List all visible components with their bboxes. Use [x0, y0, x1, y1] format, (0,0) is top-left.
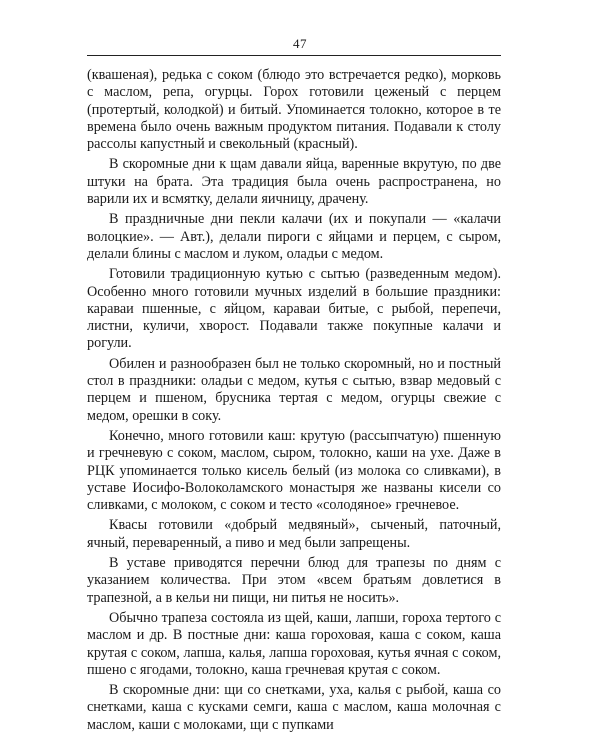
- header-rule: [87, 55, 501, 56]
- paragraph-porridges: Конечно, много готовили каш: крутую (рассыпчатую) пшенную и гречневую с соком, маслом, сыром, толокно, каши на ухе. Даже в РЦК упоминается только кисель белый (из молока со сливками), в уставе Иосифо-Волоколамского монастыря же названы кисели со сливками, с молоком, с соком и тесто «солодяное» гречневое.: [87, 427, 501, 514]
- page-number: 47: [293, 36, 307, 51]
- paragraph-monastery-rule: В уставе приводятся перечни блюд для трапезы по дням с указанием количества. При этом «всем братьям довлетися в трапезной, а в кельи ни пищи, ни питья не носить».: [87, 555, 501, 606]
- paragraph-skoromnye-eggs: В скоромные дни к щам давали яйца, варенные вкрутую, по две штуки на брата. Эта традиция была очень распространена, но варили их и всмятку, делали яичницу, драчену.: [87, 156, 501, 208]
- paragraph-holiday-kalachi: В праздничные дни пекли калачи (их и покупали — «калачи волоцкие». — Авт.), делали пироги с яйцами и перцем, с сыром, делали блины с маслом и луком, оладьи с медом.: [87, 211, 501, 262]
- paragraph-lenten-table: Обилен и разнообразен был не только скоромный, но и постный стол в праздники: оладьи с медом, кутья с сытью, взвар медовый с перцем и пшеном, брусника тертая с медом, огурцы свежие с медом, орешки в соку.: [87, 355, 501, 424]
- paragraph-kutya: Готовили традиционную кутью с сытью (разведенным медом). Особенно много готовили мучных изделий в большие праздники: караваи пшенные, с яйцом, караваи битые, с рыбой, перепечи, листни, куличи, хворост. Подавали также покупные калачи и рогули.: [87, 266, 501, 352]
- paragraph-kvass: Квасы готовили «добрый медвяный», сыченый, паточный, ячный, переваренный, а пиво и мед были запрещены.: [87, 517, 501, 551]
- body-text: [87, 67, 501, 737]
- paragraph-skoromnye-days: В скоромные дни: щи со снетками, уха, калья с рыбой, каша со снетками, каша с кусками семги, каша с маслом, каша молочная с маслом, каши с молоками, щи с пупками: [87, 682, 501, 733]
- paragraph-continuation: (квашеная), редька с соком (блюдо это встречается редко), морковь с маслом, репа, огурцы. Горох готовили цеженый с перцем (протертый, колодкой) и битый. Упоминается толокно, которое в те времена было очень важным продуктом питания. Подавали к столу рассолы капустный и свекольный (красный).: [87, 67, 501, 153]
- paragraph-usual-meal: Обычно трапеза состояла из щей, каши, лапши, гороха тертого с маслом и др. В постные дни: каша гороховая, каша с соком, каша крутая с соком, лапша, калья, лапша гороховая, кутья ячная с соком, пшено с ягодами, толокно, каша гречневая крутая с соком.: [87, 609, 501, 678]
